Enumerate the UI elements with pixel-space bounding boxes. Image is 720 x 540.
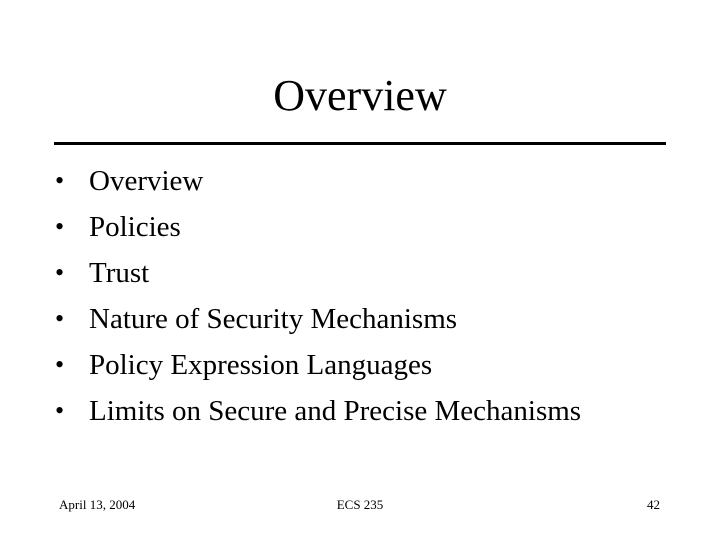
bullet-marker: • [55,304,65,333]
bullet-marker: • [55,396,65,425]
bullet-marker: • [55,166,65,195]
bullet-marker: • [55,350,65,379]
bullet-text: Trust [89,257,150,289]
bullet-text: Policies [89,211,181,243]
bullet-marker: • [55,258,65,287]
footer-date: April 13, 2004 [59,497,136,512]
footer-course: ECS 235 [336,497,384,512]
page-number: 42 [647,497,660,512]
slide-title: Overview [273,71,447,120]
bullet-text: Limits on Secure and Precise Mechanisms [89,395,582,427]
bullet-text: Overview [89,165,204,197]
title-divider [54,142,666,145]
bullet-marker: • [55,212,65,241]
bullet-text: Nature of Security Mechanisms [89,303,458,335]
bullet-text: Policy Expression Languages [89,349,433,381]
